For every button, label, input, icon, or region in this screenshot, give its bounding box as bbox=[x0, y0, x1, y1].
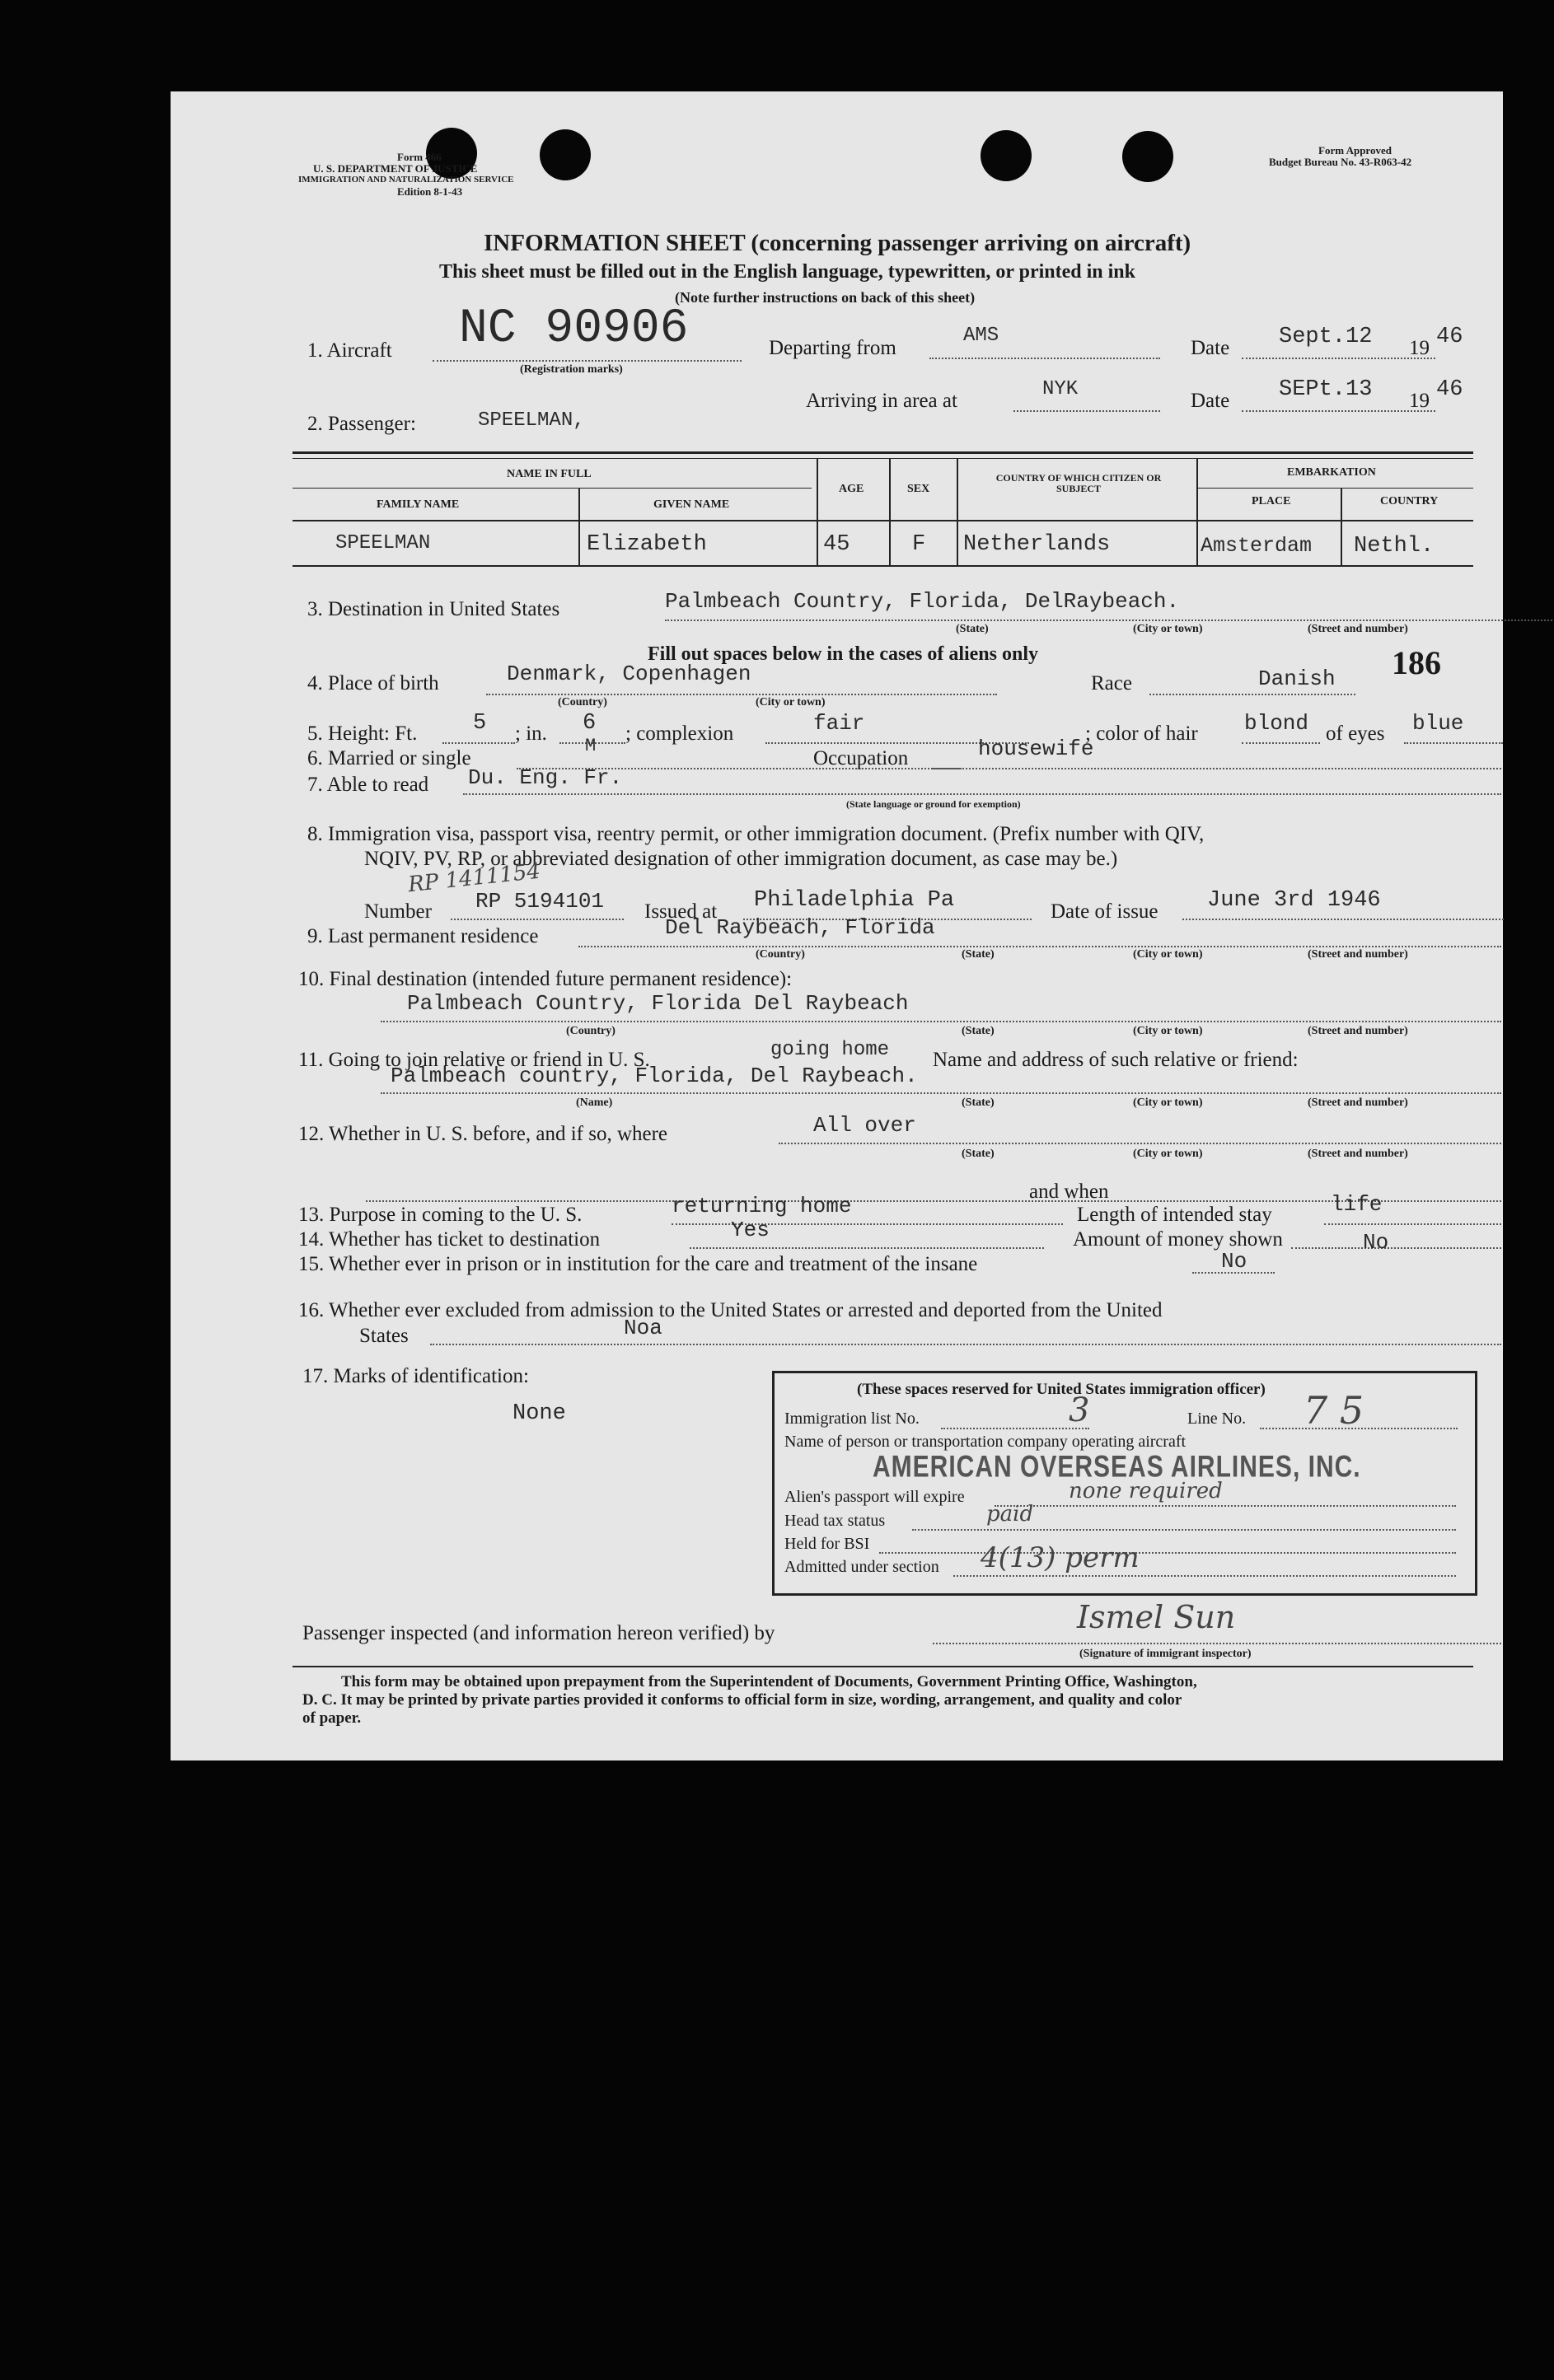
caption-state: (State) bbox=[962, 948, 995, 961]
inspection-label: Passenger inspected (and information hereon verified) by bbox=[302, 1622, 775, 1644]
cell-citizen: Netherlands bbox=[963, 532, 1111, 557]
form-sheet bbox=[171, 91, 1503, 1760]
punch-hole bbox=[540, 129, 591, 180]
edition: Edition 8-1-43 bbox=[397, 185, 463, 198]
cell-age: 45 bbox=[823, 532, 850, 557]
given-name-header: GIVEN NAME bbox=[653, 498, 730, 511]
caption-street: (Street and number) bbox=[1308, 623, 1408, 635]
join-name-label: Name and address of such relative or friend: bbox=[933, 1049, 1299, 1071]
purpose-value: returning home bbox=[672, 1194, 852, 1218]
list-value: 3 bbox=[1069, 1391, 1090, 1429]
excluded-label-1: 16. Whether ever excluded from admission to the United States or arrested and deported from the United bbox=[298, 1299, 1163, 1321]
read-value: Du. Eng. Fr. bbox=[468, 765, 623, 790]
aircraft-label: 1. Aircraft bbox=[307, 339, 392, 362]
admitted-label: Admitted under section bbox=[784, 1558, 939, 1576]
married-label: 6. Married or single bbox=[307, 747, 471, 769]
before-value: All over bbox=[813, 1113, 916, 1138]
caption-country: (Country) bbox=[756, 948, 805, 961]
caption-city: (City or town) bbox=[1133, 948, 1203, 961]
cell-sex: F bbox=[912, 532, 926, 557]
number-value: RP 5194101 bbox=[475, 889, 605, 914]
prison-label: 15. Whether ever in prison or in institution for the care and treatment of the insane bbox=[298, 1253, 978, 1275]
ticket-label: 14. Whether has ticket to destination bbox=[298, 1228, 601, 1251]
arrival-date-label: Date bbox=[1191, 390, 1230, 412]
purpose-label: 13. Purpose in coming to the U. S. bbox=[298, 1204, 583, 1226]
marks-label: 17. Marks of identification: bbox=[302, 1365, 529, 1387]
destination-value: Palmbeach Country, Florida, DelRaybeach. bbox=[665, 589, 1180, 614]
caption-city: (City or town) bbox=[1133, 1025, 1203, 1037]
company-label: Name of person or transportation company operating aircraft bbox=[784, 1433, 1187, 1451]
footer-line-3: of paper. bbox=[302, 1709, 362, 1727]
admitted-value: 4(13) perm bbox=[981, 1541, 1140, 1574]
read-caption: (State language or ground for exemption) bbox=[846, 798, 1021, 810]
departing-label: Departing from bbox=[769, 337, 896, 359]
occupation-label: Occupation bbox=[813, 747, 909, 769]
cell-embark-country: Nethl. bbox=[1354, 534, 1435, 559]
visa-label-1: 8. Immigration visa, passport visa, reentry permit, or other immigration document. (Prefix number with QIV, bbox=[307, 823, 1205, 845]
departure-date: Sept.12 bbox=[1279, 325, 1373, 349]
cell-embark-place: Amsterdam bbox=[1201, 534, 1313, 558]
note: (Note further instructions on back of this sheet) bbox=[675, 289, 976, 306]
money-value: No bbox=[1363, 1230, 1389, 1255]
caption-city: (City or town) bbox=[1133, 623, 1203, 635]
last-residence-value: Del Raybeach, Florida bbox=[665, 915, 935, 940]
number-label: Number bbox=[364, 900, 432, 923]
height-ft: 5 bbox=[473, 711, 487, 736]
passenger-label: 2. Passenger: bbox=[307, 413, 416, 435]
arriving-label: Arriving in area at bbox=[806, 390, 957, 412]
issued-value: Philadelphia Pa bbox=[754, 888, 955, 913]
caption-city: (City or town) bbox=[1133, 1096, 1203, 1109]
signature-caption: (Signature of immigrant inspector) bbox=[1079, 1648, 1252, 1660]
head-tax-value: paid bbox=[986, 1502, 1034, 1527]
officer-box-heading: (These spaces reserved for United States immigration officer) bbox=[857, 1381, 1266, 1398]
passport-value: none required bbox=[1069, 1479, 1223, 1503]
hair-value: blond bbox=[1244, 711, 1309, 736]
join-address: Palmbeach country, Florida, Del Raybeach. bbox=[391, 1064, 918, 1088]
caption-street: (Street and number) bbox=[1308, 948, 1408, 961]
caption-street: (Street and number) bbox=[1308, 1148, 1408, 1160]
last-residence-label: 9. Last permanent residence bbox=[307, 925, 539, 947]
destination-label: 3. Destination in United States bbox=[307, 598, 560, 620]
form-approved: Form Approved bbox=[1318, 144, 1392, 157]
page-title: INFORMATION SHEET (concerning passenger arriving on aircraft) bbox=[484, 230, 1191, 256]
final-destination-label: 10. Final destination (intended future permanent residence): bbox=[298, 968, 793, 990]
race-label: Race bbox=[1091, 672, 1132, 694]
final-destination-value: Palmbeach Country, Florida Del Raybeach bbox=[407, 991, 909, 1016]
prison-value: No bbox=[1221, 1249, 1247, 1274]
caption-state: (State) bbox=[962, 1025, 995, 1037]
list-label: Immigration list No. bbox=[784, 1410, 920, 1428]
arrival-year-prefix: 19 bbox=[1409, 390, 1430, 412]
inspector-signature: Ismel Sun bbox=[1077, 1599, 1236, 1635]
bsi-label: Held for BSI bbox=[784, 1535, 870, 1553]
cell-given-name: Elizabeth bbox=[587, 532, 707, 557]
number-handwritten: RP 1411154 bbox=[406, 858, 542, 898]
family-name-header: FAMILY NAME bbox=[377, 498, 460, 511]
join-value: going home bbox=[770, 1039, 890, 1061]
cell-family-name: SPEELMAN bbox=[335, 532, 431, 554]
passenger-value: SPEELMAN, bbox=[478, 409, 585, 432]
money-label: Amount of money shown bbox=[1073, 1228, 1283, 1251]
registration-caption: (Registration marks) bbox=[520, 363, 623, 376]
head-tax-label: Head tax status bbox=[784, 1512, 886, 1530]
eyes-label: of eyes bbox=[1326, 722, 1385, 745]
country-header: COUNTRY bbox=[1380, 495, 1439, 507]
departure-year-prefix: 19 bbox=[1409, 337, 1430, 359]
caption-state: (State) bbox=[962, 1096, 995, 1109]
issued-label: Issued at bbox=[644, 900, 718, 923]
date-label: Date bbox=[1191, 337, 1230, 359]
footer-line-2: D. C. It may be printed by private parties provided it conforms to official form in size, wording, arrangement, and quality and color bbox=[302, 1691, 1182, 1709]
married-value: M bbox=[585, 736, 597, 756]
form-number: Form 466 bbox=[397, 151, 442, 163]
in-label: ; in. bbox=[515, 722, 547, 745]
line-label: Line No. bbox=[1187, 1410, 1247, 1428]
aliens-number: 186 bbox=[1392, 644, 1441, 681]
occupation-value: housewife bbox=[978, 736, 1094, 761]
hair-label: ; color of hair bbox=[1085, 722, 1198, 745]
excluded-label-2: States bbox=[359, 1325, 409, 1347]
arrival-date: SEPt.13 bbox=[1279, 377, 1373, 402]
embarkation-header: EMBARKATION bbox=[1287, 466, 1376, 479]
department: U. S. DEPARTMENT OF JUSTICE bbox=[313, 162, 478, 175]
before-label: 12. Whether in U. S. before, and if so, where bbox=[298, 1123, 668, 1145]
complexion-value: fair bbox=[813, 711, 865, 736]
caption-country: (Country) bbox=[558, 696, 607, 708]
read-label: 7. Able to read bbox=[307, 774, 429, 796]
arrival-year: 46 bbox=[1436, 377, 1463, 402]
caption-city: (City or town) bbox=[756, 696, 826, 708]
complexion-label: ; complexion bbox=[625, 722, 734, 745]
marks-value: None bbox=[513, 1401, 566, 1426]
height-label: 5. Height: Ft. bbox=[307, 722, 418, 745]
issue-date-label: Date of issue bbox=[1051, 900, 1158, 923]
birth-label: 4. Place of birth bbox=[307, 672, 439, 694]
caption-name: (Name) bbox=[576, 1096, 613, 1109]
race-value: Danish bbox=[1258, 666, 1336, 691]
excluded-value: Noa bbox=[624, 1316, 662, 1340]
instruction: This sheet must be filled out in the English language, typewritten, or printed in ink bbox=[439, 261, 1135, 283]
join-label: 11. Going to join relative or friend in U. S. bbox=[298, 1049, 650, 1071]
when-label: and when bbox=[1029, 1181, 1109, 1203]
passport-label: Alien's passport will expire bbox=[784, 1488, 965, 1506]
age-header: AGE bbox=[839, 483, 864, 495]
caption-city: (City or town) bbox=[1133, 1148, 1203, 1160]
place-header: PLACE bbox=[1252, 495, 1291, 507]
punch-hole bbox=[1122, 131, 1173, 182]
caption-street: (Street and number) bbox=[1308, 1096, 1408, 1109]
name-in-full-header: NAME IN FULL bbox=[507, 468, 592, 480]
eyes-value: blue bbox=[1412, 711, 1464, 736]
visa-label-2: NQIV, PV, RP, or abbreviated designation of other immigration document, as case may be.) bbox=[364, 848, 1118, 870]
height-in: 6 bbox=[583, 711, 597, 736]
stay-value: life bbox=[1331, 1192, 1383, 1217]
departing-value: AMS bbox=[963, 325, 999, 347]
citizen-header: COUNTRY OF WHICH CITIZEN OR SUBJECT bbox=[995, 472, 1162, 494]
issue-date-value: June 3rd 1946 bbox=[1207, 888, 1381, 913]
departure-year: 46 bbox=[1436, 325, 1463, 349]
line-value: 7 5 bbox=[1304, 1388, 1364, 1433]
ticket-value: Yes bbox=[731, 1218, 770, 1242]
airline-stamp: AMERICAN OVERSEAS AIRLINES, INC. bbox=[873, 1449, 1361, 1484]
birth-value: Denmark, Copenhagen bbox=[507, 662, 751, 686]
caption-street: (Street and number) bbox=[1308, 1025, 1408, 1037]
arriving-value: NYK bbox=[1042, 378, 1079, 400]
service: IMMIGRATION AND NATURALIZATION SERVICE bbox=[298, 175, 514, 185]
footer-line-1: This form may be obtained upon prepayment from the Superintendent of Documents, Government Printing Office, Washington, bbox=[341, 1673, 1197, 1690]
punch-hole bbox=[981, 130, 1032, 181]
caption-state: (State) bbox=[956, 623, 989, 635]
aircraft-registration: NC 90906 bbox=[459, 302, 689, 356]
sex-header: SEX bbox=[907, 483, 930, 495]
caption-country: (Country) bbox=[566, 1025, 616, 1037]
caption-state: (State) bbox=[962, 1148, 995, 1160]
stay-label: Length of intended stay bbox=[1077, 1204, 1272, 1226]
budget-bureau: Budget Bureau No. 43-R063-42 bbox=[1269, 156, 1412, 168]
aliens-heading: Fill out spaces below in the cases of aliens only bbox=[648, 643, 1039, 665]
